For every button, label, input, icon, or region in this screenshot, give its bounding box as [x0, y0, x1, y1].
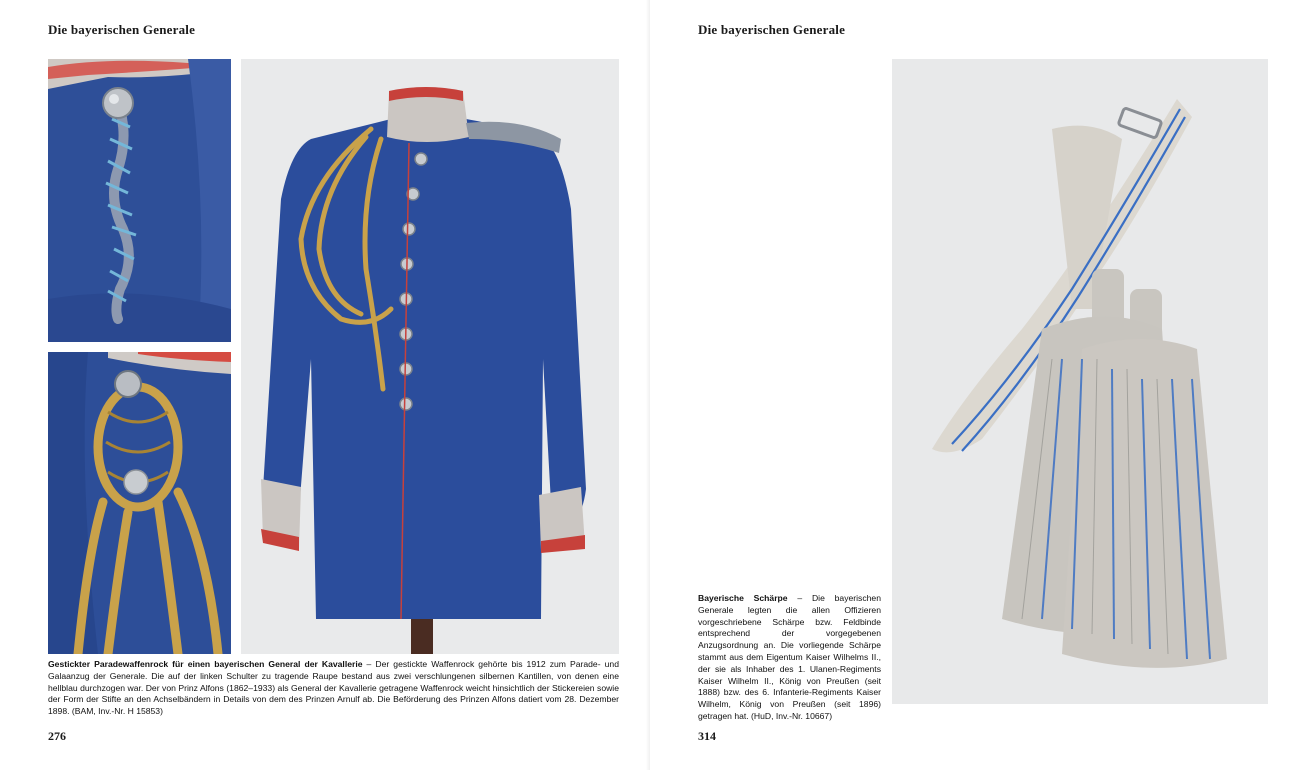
- photo-sash: [892, 59, 1268, 704]
- caption-left-text: – Der gestickte Waffenrock gehörte bis 1912 zum Parade- und Galaanzug der Generale. Die auf der linken Schulter zu tragende Raupe bestand aus zwei verschlungenen silbernen Kantillen, von denen eine hellblau durchzogen war. Der von Prinz Alfons (1862–1933) als General der Kavallerie getragene Waffenrock weicht hinsichtlich der Stickereien sowie der Form der Stifte an den Achselbändern in Details von dem des Prinzen Arnulf ab. Die Beförderung des Prinzen Alfons datiert vom 28. Dezember 1898. (BAM, Inv.-Nr. H 15853): [48, 659, 619, 717]
- right-page: [650, 0, 1300, 770]
- caption-right-text: – Die bayerischen Generale legten die allen Offizieren vorgeschriebene Schärpe bzw. Feldbinde entsprechend der vorgegebenen Anzugsordnung an. Die vorliegende Schärpe stammt aus dem Eigentum Kaiser Wilhelms II., der sie als Inhaber des 1. Ulanen-Regiments Kaiser Wilhelm II., König von Preußen (seit 1888) bzw. des 6. Infanterie-Regiments Kaiser Wilhelm, König von Preußen (seit 1896) getragen hat. (HuD, Inv.-Nr. 10667): [698, 593, 881, 721]
- main-photo-uniform: [241, 59, 619, 654]
- running-head-left: Die bayerischen Generale: [48, 22, 196, 37]
- caption-right-title: Bayerische Schärpe: [698, 593, 788, 603]
- caption-left: [48, 659, 619, 718]
- detail-photo-gold-braid: [48, 352, 231, 654]
- running-head-right: Die bayerischen Generale: [698, 22, 846, 37]
- detail-photo-shoulder-cord: [48, 59, 231, 342]
- page-number-right: 314: [698, 729, 716, 743]
- caption-right: [698, 593, 881, 723]
- page-number-left: 276: [48, 729, 66, 743]
- caption-left-title: Gestickter Paradewaffenrock für einen bayerischen General der Kavallerie: [48, 659, 363, 669]
